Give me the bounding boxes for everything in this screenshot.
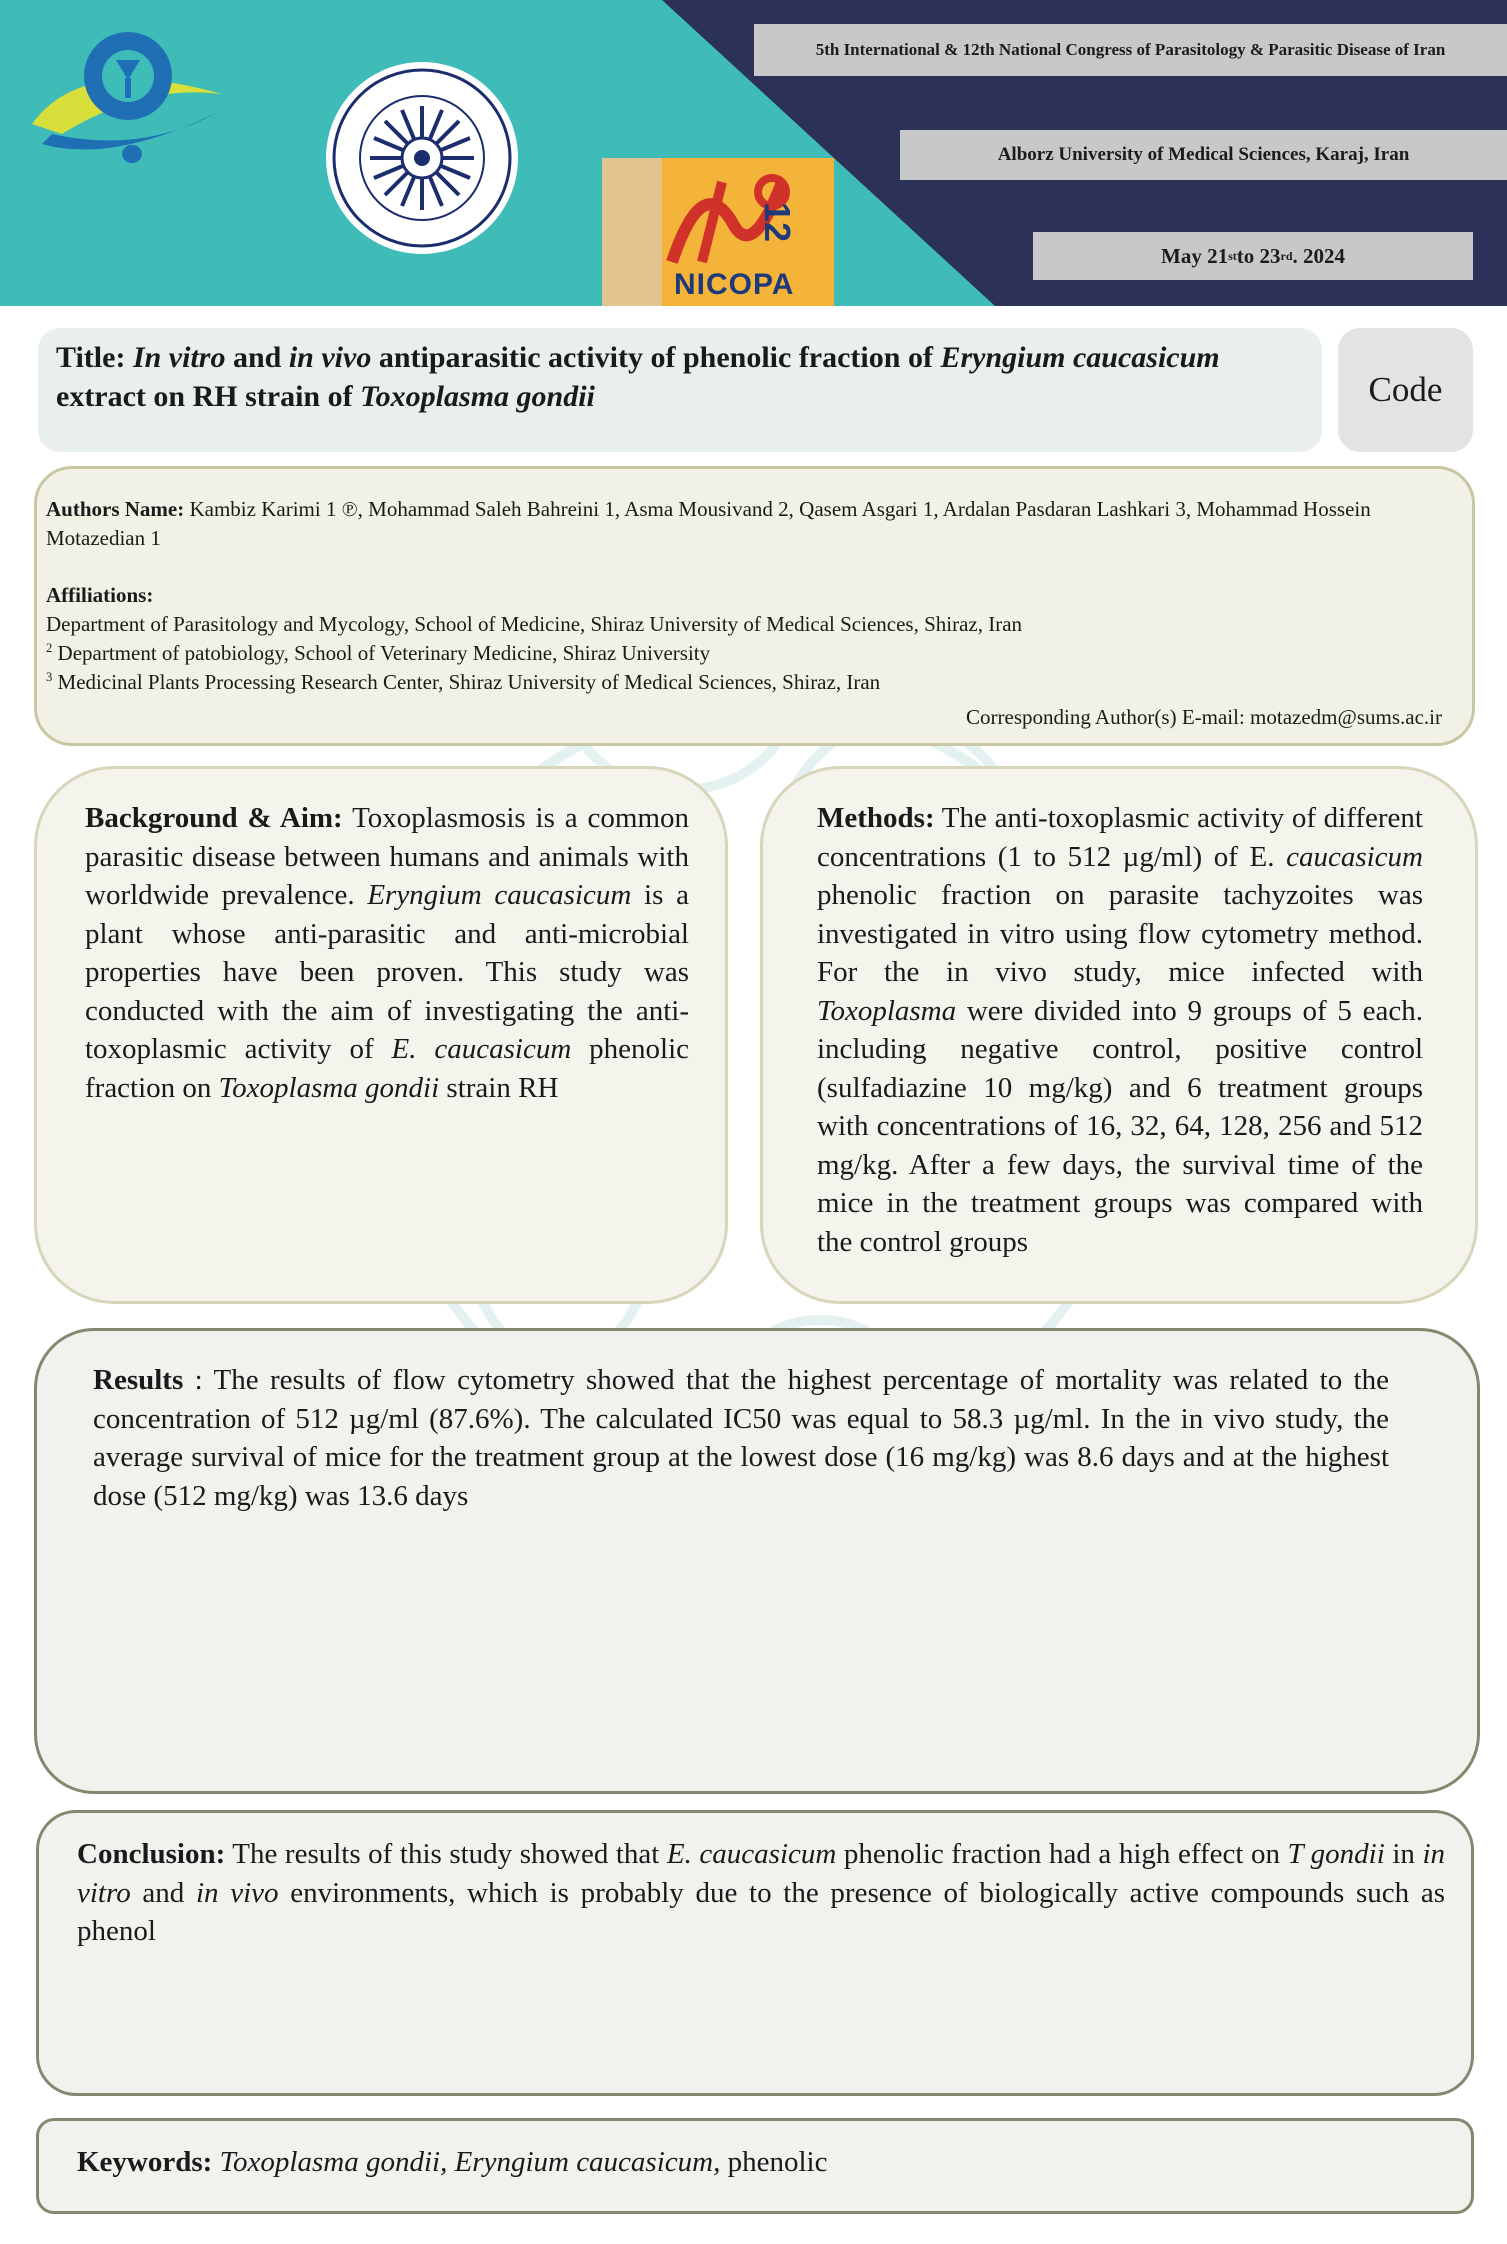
nicopa-wordmark: NICOPA xyxy=(674,268,795,301)
corresponding-email: Corresponding Author(s) E-mail: motazedm@sums.ac.ir xyxy=(966,705,1442,729)
congress-logo-icon xyxy=(22,14,232,170)
poster-title: Title: In vitro and in vivo antiparasitic activity of phenolic fraction of Eryngium caucasicum extract on RH strain of Toxoplasma gondii xyxy=(56,341,1220,413)
affiliation-2: $^2$ Department of patobiology, School of Veterinary Medicine, Shiraz University xyxy=(46,641,711,665)
results-box xyxy=(34,1328,1480,1794)
keywords-box xyxy=(36,2118,1474,2214)
congress-date: May 21 st to 23 rd . 2024 xyxy=(1033,232,1473,280)
affiliations-label: Affiliations: xyxy=(46,583,154,607)
methods-box xyxy=(760,766,1478,1304)
conclusion-text: Conclusion: The results of this study showed that E. caucasicum phenolic fraction had a high effect on T gondii in in vitro and in vivo environments, which is probably due to the presence of biologically active compounds such as phenol xyxy=(77,1838,1446,1947)
code-label: Code xyxy=(1368,370,1443,409)
authors-box xyxy=(34,466,1475,746)
society-seal-icon xyxy=(324,60,520,256)
background-aim-box xyxy=(34,766,728,1304)
conclusion-box xyxy=(36,1810,1474,2096)
keywords-text: Keywords: Toxoplasma gondii, Eryngium caucasicum, phenolic xyxy=(77,2146,828,2178)
authors-content xyxy=(46,495,1452,697)
affiliation-1: Department of Parasitology and Mycology, School of Medicine, Shiraz University of Medical Sciences, Shiraz, Iran xyxy=(46,612,1023,636)
nicopa-number: 12 xyxy=(757,202,798,243)
code-box xyxy=(1338,328,1473,452)
background-aim-text: Background & Aim: Toxoplasmosis is a common parasitic disease between humans and animals with worldwide prevalence. Eryngium caucasicum is a plant whose anti-parasitic and anti-microbial properties have been proven. This study was conducted with the aim of investigating the anti-toxoplasmic activity of E. caucasicum phenolic fraction on Toxoplasma gondii strain RH xyxy=(85,802,690,1104)
authors-names: Authors Name: Kambiz Karimi 1 ℗, Mohammad Saleh Bahreini 1, Asma Mousivand 2, Qasem Asgari 1, Ardalan Pasdaran Lashkari 3, Mohammad Hossein Motazedian 1 xyxy=(46,497,1371,550)
congress-title: 5th International & 12th National Congress of Parasitology & Parasitic Disease of Iran xyxy=(754,24,1507,76)
results-text: Results : The results of flow cytometry showed that the highest percentage of mortality was related to the concentration of 512 µg/ml (87.6%). The calculated IC50 was equal to 58.3 µg/ml. In the in vivo study, the average survival of mice for the treatment group at the lowest dose (16 mg/kg) was 8.6 days and at the highest dose (512 mg/kg) was 13.6 days xyxy=(93,1364,1389,1512)
header-banner xyxy=(0,0,1507,306)
methods-text: Methods: The anti-toxoplasmic activity of different concentrations (1 to 512 µg/ml) of E. caucasicum phenolic fraction on parasite tachyzoites was investigated in vitro using flow cytometry method. For the in vivo study, mice infected with Toxoplasma were divided into 9 groups of 5 each. including negative control, positive control (sulfadiazine 10 mg/kg) and 6 treatment groups with concentrations of 16, 32, 64, 128, 256 and 512 mg/kg. After a few days, the survival time of the mice in the treatment groups was compared with the control groups xyxy=(817,802,1423,1258)
nicopa-logo xyxy=(602,158,834,306)
affiliation-3: $^3$ Medicinal Plants Processing Research Center, Shiraz University of Medical Sciences, Shiraz, Iran xyxy=(46,670,881,694)
university-label: Alborz University of Medical Sciences, Karaj, Iran xyxy=(900,130,1507,180)
title-box xyxy=(38,328,1322,452)
